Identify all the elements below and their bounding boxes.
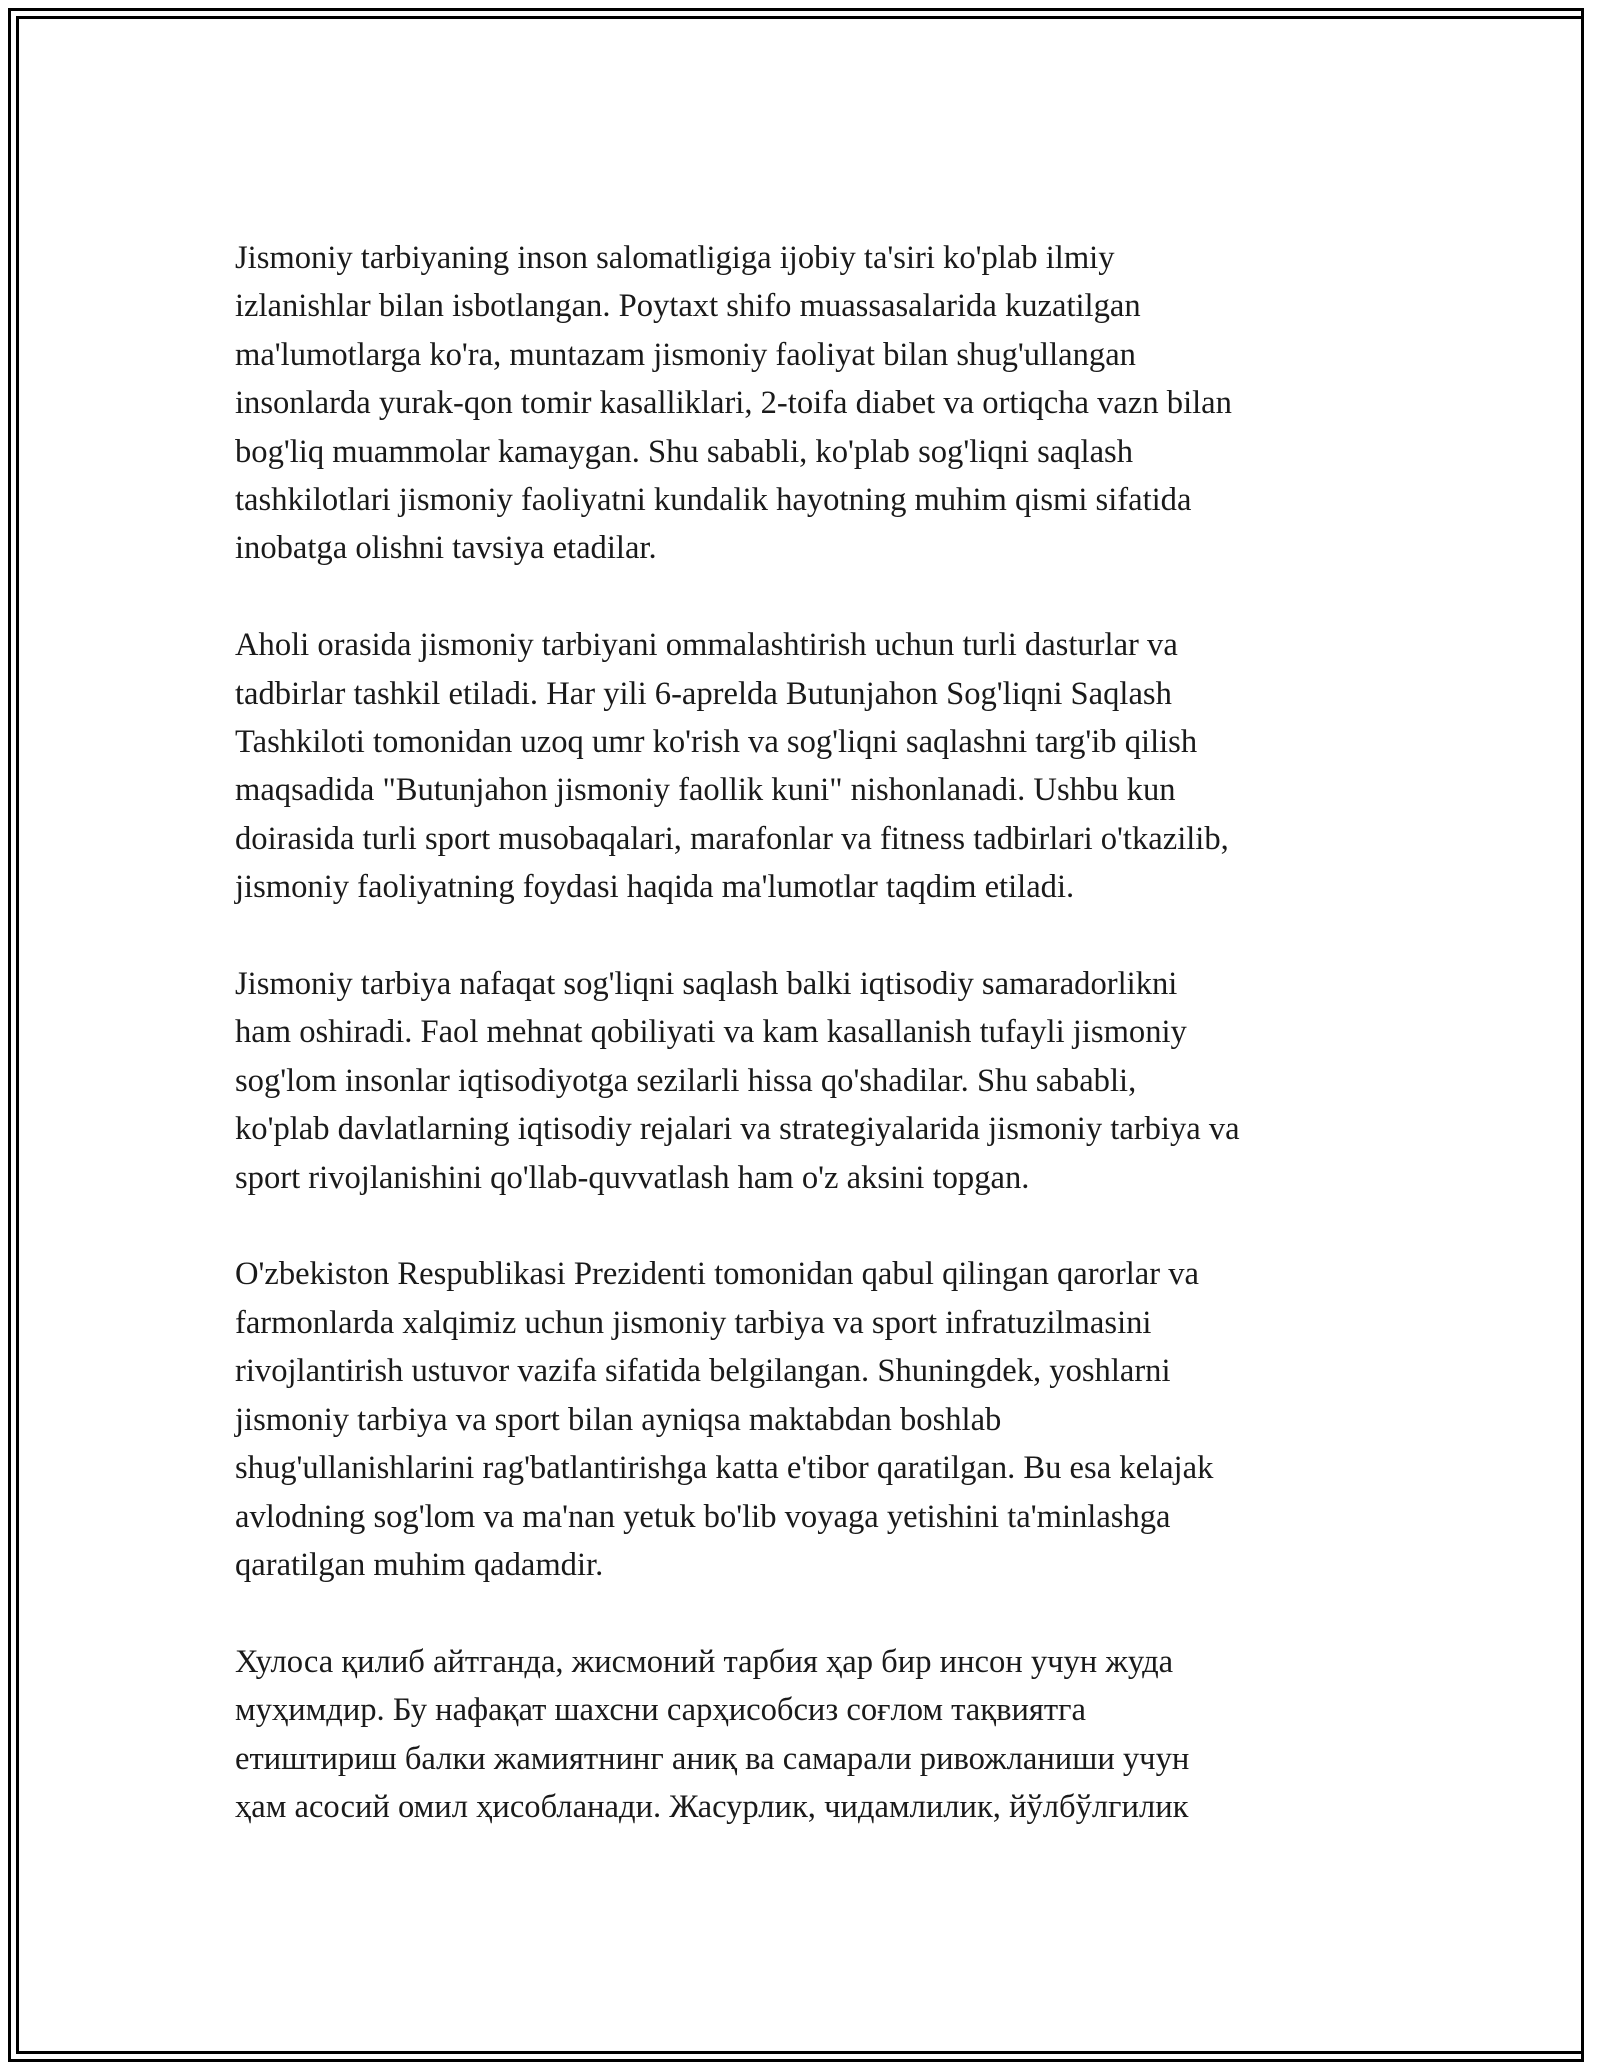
text-line: ҳам асосий омил ҳисобланади. Жасурлик, чидамлилик, йўлбўлгилик [235, 1788, 1189, 1825]
text-line: Jismoniy tarbiya nafaqat sog'liqni saqlash balki iqtisodiy samaradorlikni [235, 966, 1178, 1003]
text-line: farmonlarda xalqimiz uchun jismoniy tarbiya va sport infratuzilmasini [235, 1304, 1152, 1341]
text-line: Jismoniy tarbiyaning inson salomatligiga ijobiy ta'siri ko'plab ilmiy [235, 240, 1115, 276]
text-line: qaratilgan muhim qadamdir. [235, 1546, 604, 1583]
text-line: rivojlantirish ustuvor vazifa sifatida belgilangan. Shuningdek, yoshlarni [235, 1353, 1171, 1390]
text-line: етиштириш балки жамиятнинг аниқ ва самарали ривожланиши учун [235, 1740, 1190, 1777]
text-line: Tashkiloti tomonidan uzoq umr ko'rish va sog'liqni saqlashni targ'ib qilish [235, 724, 1198, 761]
text-line: izlanishlar bilan isbotlangan. Poytaxt shifo muassasalarida kuzatilgan [235, 288, 1141, 325]
document-body [235, 234, 1375, 1880]
text-line: Хулоса қилиб айтганда, жисмоний тарбия ҳар бир инсон учун жуда [235, 1643, 1174, 1680]
text-line: Aholi orasida jismoniy tarbiyani ommalashtirish uchun turli dasturlar va [235, 627, 1178, 664]
paragraph-3 [235, 960, 1375, 1202]
paragraph-4 [235, 1250, 1375, 1589]
text-line: ma'lumotlarga ko'ra, muntazam jismoniy faoliyat bilan shug'ullangan [235, 336, 1136, 373]
text-line: shug'ullanishlarini rag'batlantirishga katta e'tibor qaratilgan. Bu esa kelajak [235, 1450, 1214, 1487]
paragraph-5 [235, 1638, 1375, 1832]
text-line: jismoniy tarbiya va sport bilan ayniqsa maktabdan boshlab [235, 1401, 1002, 1438]
text-line: jismoniy faoliyatning foydasi haqida ma'lumotlar taqdim etiladi. [235, 869, 1075, 906]
text-line: avlodning sog'lom va ma'nan yetuk bo'lib voyaga yetishini ta'minlashga [235, 1498, 1171, 1535]
text-line: maqsadida "Butunjahon jismoniy faollik kuni" nishonlanadi. Ushbu kun [235, 772, 1176, 809]
text-line: ko'plab davlatlarning iqtisodiy rejalari va strategiyalarida jismoniy tarbiya va [235, 1111, 1240, 1148]
text-line: tashkilotlari jismoniy faoliyatni kundalik hayotning muhim qismi sifatida [235, 482, 1192, 519]
text-line: insonlarda yurak-qon tomir kasalliklari, 2-toifa diabet va ortiqcha vazn bilan [235, 385, 1232, 422]
text-line: ham oshiradi. Faol mehnat qobiliyati va kam kasallanish tufayli jismoniy [235, 1014, 1187, 1051]
text-line: муҳимдир. Бу нафақат шахсни сарҳисобсиз соғлом тақвиятга [235, 1692, 1086, 1729]
paragraph-2 [235, 621, 1375, 911]
text-line: bog'liq muammolar kamaygan. Shu sababli, ko'plab sog'liqni saqlash [235, 433, 1133, 470]
text-line: inobatga olishni tavsiya etadilar. [235, 530, 657, 567]
text-line: doirasida turli sport musobaqalari, marafonlar va fitness tadbirlari o'tkazilib, [235, 820, 1229, 857]
text-line: tadbirlar tashkil etiladi. Har yili 6-aprelda Butunjahon Sog'liqni Saqlash [235, 675, 1172, 712]
text-line: sog'lom insonlar iqtisodiyotga sezilarli hissa qo'shadilar. Shu sababli, [235, 1062, 1137, 1099]
text-line: sport rivojlanishini qo'llab-quvvatlash ham o'z aksini topgan. [235, 1159, 1030, 1196]
paragraph-1 [235, 234, 1375, 573]
text-line: O'zbekiston Respublikasi Prezidenti tomonidan qabul qilingan qarorlar va [235, 1256, 1199, 1293]
